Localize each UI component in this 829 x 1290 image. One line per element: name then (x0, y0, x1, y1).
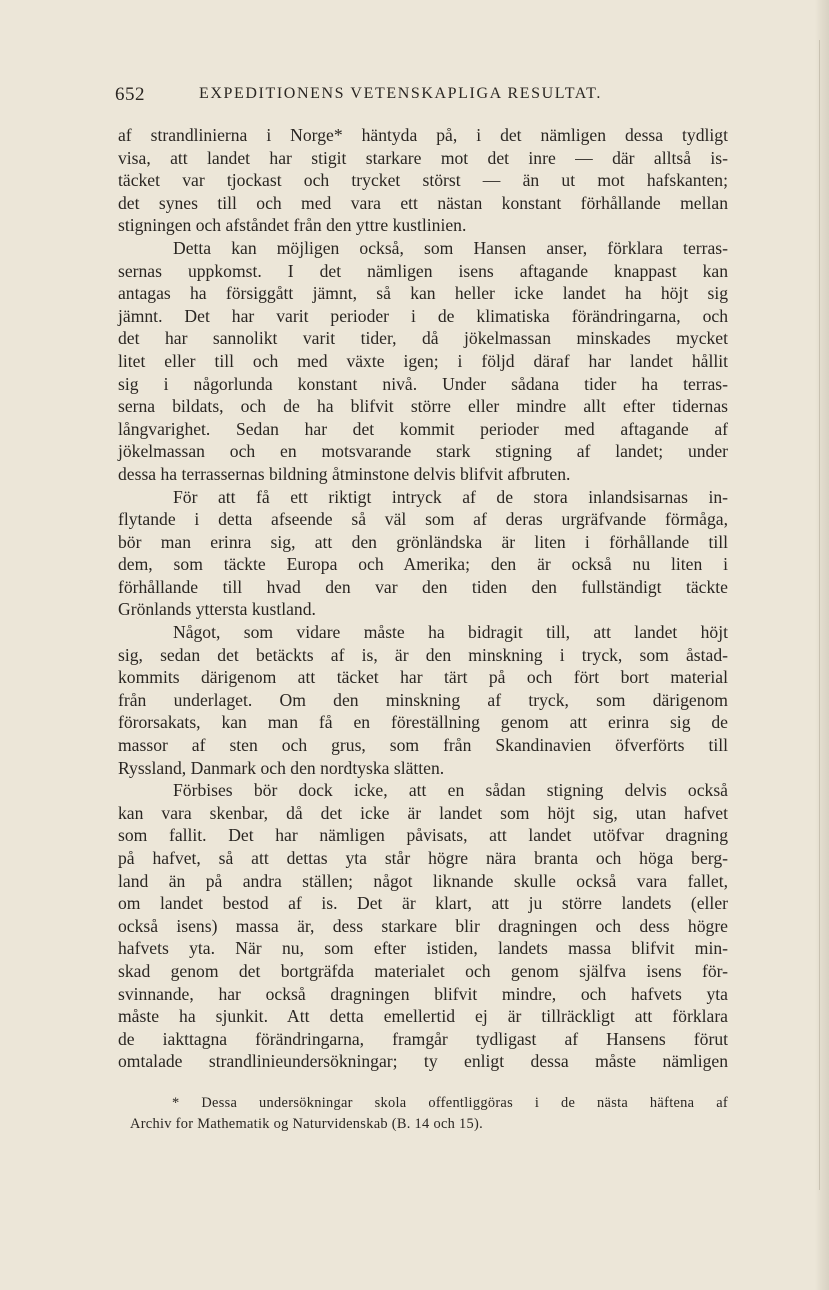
text-line: antagas ha försiggått jämnt, så kan heller icke landet ha höjt sig (118, 283, 728, 304)
text-line: omtalade strandlinieundersökningar; ty enligt dessa måste nämligen (118, 1051, 728, 1072)
text-line: dem, som täckte Europa och Amerika; den är också nu liten i (118, 554, 728, 575)
text-line: skad genom det bortgräfda materialet och genom själfva isens för- (118, 960, 728, 981)
text-line: från underlaget. Om den minskning af tryck, som därigenom (118, 689, 728, 710)
running-head (115, 84, 675, 110)
text-line: måste ha sjunkit. Att detta emellertid ej är tillräckligt att förklara (118, 1006, 728, 1027)
text-line: litet eller till och med växte igen; i följd däraf har landet hållit (118, 350, 728, 371)
text-line: af strandlinierna i Norge* häntyda på, i det nämligen dessa tydligt (118, 125, 728, 145)
text-line: sernas uppkomst. I det nämligen isens aftagande knappast kan (118, 260, 728, 281)
text-line: sig i någorlunda konstant nivå. Under sådana tider ha terras- (118, 373, 728, 394)
footnote-line: * Dessa undersökningar skola offentliggöras i de nästa häftena af (172, 1095, 728, 1111)
text-line: bör man erinra sig, att den grönländska är liten i förhållande till (118, 531, 728, 552)
running-title: EXPEDITIONENS VETENSKAPLIGA RESULTAT. (199, 85, 602, 102)
text-line: massor af sten och grus, som från Skandinavien öfverförts till (118, 735, 728, 756)
paragraph-start-line: Något, som vidare måste ha bidragit till, att landet höjt (173, 622, 728, 643)
text-line: täcket var tjockast och trycket störst — än ut mot hafskanten; (118, 170, 728, 191)
paragraph-start-line: För att få ett riktigt intryck af de stora inlandsisarnas in- (173, 486, 728, 507)
body-text (118, 124, 728, 1073)
text-line: det synes till och med vara ett nästan konstant förhållande mellan (118, 192, 728, 213)
text-line: hafvets yta. När nu, som efter istiden, landets massa blifvit min- (118, 938, 728, 959)
text-line: visa, att landet har stigit starkare mot det inre — där alltså is- (118, 147, 728, 168)
text-line: jökelmassan och en motsvarande stark stigning af landet; under (118, 441, 728, 462)
text-line: jämnt. Det har varit perioder i de klimatiska förändringarna, och (118, 305, 728, 326)
text-line: långvarighet. Sedan har det kommit perioder med aftagande af (118, 418, 728, 439)
text-line: om landet bestod af is. Det är klart, att ju större landets (eller (118, 893, 728, 914)
text-line: på hafvet, så att dettas yta står högre nära branta och höga berg- (118, 848, 728, 868)
footnote (130, 1093, 728, 1135)
text-line: kommits därigenom att täcket har tärt på och fört bort material (118, 667, 728, 688)
page-edge (815, 0, 829, 1290)
text-line: som fallit. Det har nämligen påvisats, att landet utöfvar dragning (118, 825, 728, 846)
text-line: kan vara skenbar, då det icke är landet som höjt sig, utan hafvet (118, 802, 728, 823)
text-line: flytande i detta afseende så väl som af deras urgräfvande förmåga, (118, 509, 728, 530)
text-line: Ryssland, Danmark och den nordtyska slätten. (118, 757, 445, 778)
text-line: sig, sedan det betäckts af is, är den minskning i tryck, som åstad- (118, 644, 728, 665)
paragraph-start-line: Detta kan möjligen också, som Hansen anser, förklara terras- (173, 237, 728, 258)
text-line: förhållande till hvad den var den tiden den fullständigt täckte (118, 576, 728, 597)
text-line: Grönlands yttersta kustland. (118, 599, 316, 620)
text-line: det har sannolikt varit tider, då jökelmassan minskades mycket (118, 328, 728, 349)
text-line: serna bildats, och de ha blifvit större eller mindre allt efter tidernas (118, 396, 728, 417)
text-line: stigningen och afståndet från den yttre kustlinien. (118, 215, 467, 236)
page-number: 652 (115, 84, 145, 105)
text-line: de iakttagna förändringarna, framgår tydligast af Hansens förut (118, 1028, 728, 1049)
text-line: svinnande, har också dragningen blifvit mindre, och hafvets yta (118, 983, 728, 1004)
text-line: land än på andra ställen; något liknande skulle också vara fallet, (118, 870, 728, 891)
paragraph-start-line: Förbises bör dock icke, att en sådan stigning delvis också (173, 780, 728, 801)
text-line: dessa ha terrassernas bildning åtminstone delvis blifvit afbruten. (118, 463, 571, 484)
page-edge-line (819, 40, 820, 1190)
text-line: också isens) massa är, dess starkare blir dragningen och dess högre (118, 915, 728, 936)
text-line: förorsakats, kan man få en föreställning genom att erinra sig de (118, 712, 728, 733)
footnote-line: Archiv for Mathematik og Naturvidenskab (B. 14 och 15). (130, 1116, 483, 1132)
